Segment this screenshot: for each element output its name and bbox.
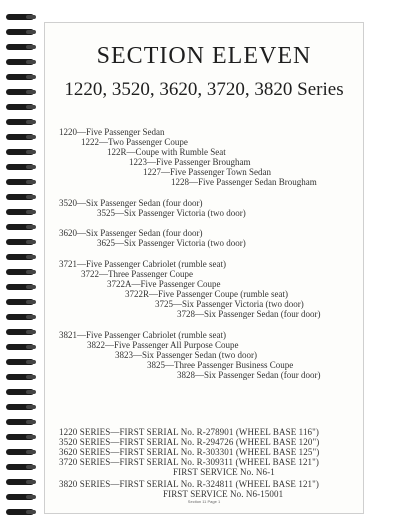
binding-coil xyxy=(6,179,34,185)
binding-coil xyxy=(6,29,34,35)
binding-coil xyxy=(6,284,34,290)
binding-coil xyxy=(6,164,34,170)
page-footer: Section 11 Page 1 xyxy=(187,499,221,504)
first-service-line: FIRST SERVICE No. N6-1 xyxy=(173,467,275,477)
binding-coil xyxy=(6,509,34,515)
model-line: 3828—Six Passenger Sedan (four door) xyxy=(177,370,321,380)
serial-line: 1220 SERIES—FIRST SERIAL No. R-278901 (WHEEL BASE 116") xyxy=(59,427,320,437)
binding-coil xyxy=(6,419,34,425)
model-line: 3821—Five Passenger Cabriolet (rumble seat) xyxy=(59,330,226,340)
binding-coil xyxy=(6,14,34,20)
model-line: 3823—Six Passenger Sedan (two door) xyxy=(115,350,257,360)
binding-coil xyxy=(6,329,34,335)
binding-coil xyxy=(6,359,34,365)
model-line: 1228—Five Passenger Sedan Brougham xyxy=(171,177,317,187)
model-line: 1227—Five Passenger Town Sedan xyxy=(143,167,271,177)
model-line: 3722A—Five Passenger Coupe xyxy=(107,279,221,289)
model-line: 3525—Six Passenger Victoria (two door) xyxy=(97,208,246,218)
binding-coil xyxy=(6,104,34,110)
model-line: 3728—Six Passenger Sedan (four door) xyxy=(177,309,321,319)
binding-coil xyxy=(6,374,34,380)
serial-line: 3720 SERIES—FIRST SERIAL No. R-309311 (WHEEL BASE 121") xyxy=(59,457,320,467)
binding-coil xyxy=(6,269,34,275)
serial-line: 3820 SERIES—FIRST SERIAL No. R-324811 (WHEEL BASE 121") xyxy=(59,479,320,489)
binding-coil xyxy=(6,194,34,200)
model-line: 3721—Five Passenger Cabriolet (rumble seat) xyxy=(59,259,226,269)
model-line: 1223—Five Passenger Brougham xyxy=(129,157,251,167)
binding-coil xyxy=(6,449,34,455)
binding-coil xyxy=(6,149,34,155)
binding-coil xyxy=(6,479,34,485)
model-line: 3725—Six Passenger Victoria (two door) xyxy=(155,299,304,309)
binding-coil xyxy=(6,344,34,350)
model-line: 3722—Three Passenger Coupe xyxy=(81,269,193,279)
series-subtitle: 1220, 3520, 3620, 3720, 3820 Series xyxy=(64,79,344,100)
binding-coil xyxy=(6,389,34,395)
binding-coil xyxy=(6,74,34,80)
model-line: 3825—Three Passenger Business Coupe xyxy=(147,360,294,370)
binding-coil xyxy=(6,314,34,320)
binding-coil xyxy=(6,59,34,65)
binding-coil xyxy=(6,44,34,50)
model-line: 3620—Six Passenger Sedan (four door) xyxy=(59,228,203,238)
section-title: SECTION ELEVEN xyxy=(96,43,312,69)
model-line: 122R—Coupe with Rumble Seat xyxy=(107,147,226,157)
serial-line: 3520 SERIES—FIRST SERIAL No. R-294726 (WHEEL BASE 120") xyxy=(59,437,320,447)
binding-coil xyxy=(6,434,34,440)
binding-coil xyxy=(6,239,34,245)
binding-coil xyxy=(6,224,34,230)
binding-coil xyxy=(6,119,34,125)
model-line: 3625—Six Passenger Victoria (two door) xyxy=(97,238,246,248)
spiral-binding xyxy=(0,0,34,526)
model-line: 3722R—Five Passenger Coupe (rumble seat) xyxy=(125,289,288,299)
model-line: 3822—Five Passenger All Purpose Coupe xyxy=(87,340,239,350)
binding-coil xyxy=(6,494,34,500)
model-line: 1220—Five Passenger Sedan xyxy=(59,127,165,137)
model-line: 3520—Six Passenger Sedan (four door) xyxy=(59,198,203,208)
model-line: 1222—Two Passenger Coupe xyxy=(81,137,188,147)
binding-coil xyxy=(6,464,34,470)
binding-coil xyxy=(6,89,34,95)
manual-page xyxy=(44,22,364,514)
binding-coil xyxy=(6,299,34,305)
binding-coil xyxy=(6,134,34,140)
first-service-line: FIRST SERVICE No. N6-15001 xyxy=(163,489,284,499)
binding-coil xyxy=(6,404,34,410)
binding-coil xyxy=(6,209,34,215)
serial-line: 3620 SERIES—FIRST SERIAL No. R-303301 (WHEEL BASE 125") xyxy=(59,447,320,457)
binding-coil xyxy=(6,254,34,260)
